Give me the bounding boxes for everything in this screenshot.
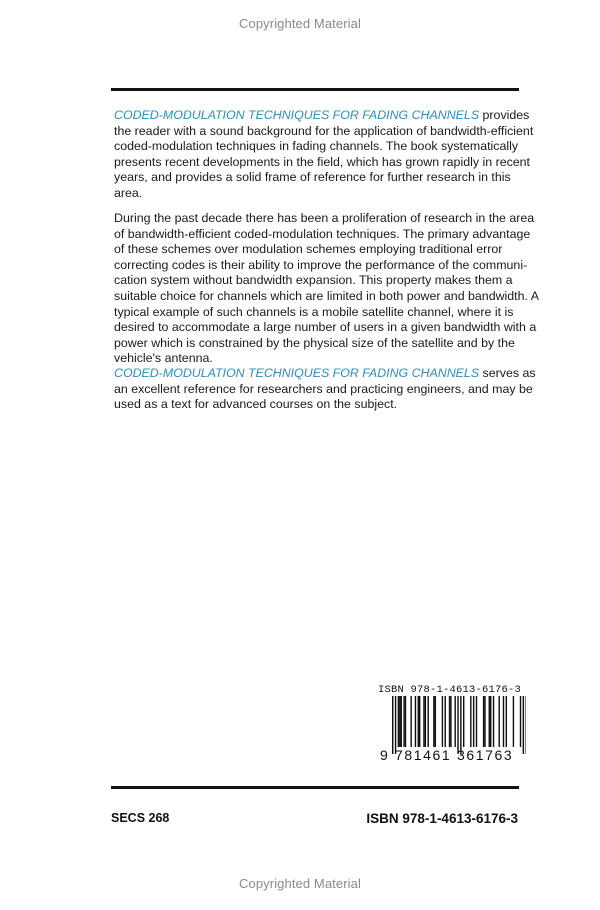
barcode-bar [454,696,455,747]
barcode-bar [493,696,494,747]
barcode-bar [450,696,451,747]
description-paragraph-3 [114,366,536,413]
barcode-bar [399,696,400,747]
paragraph-line: of these schemes over modulation schemes employing traditional error [114,242,503,257]
barcode-lead-digit: 9 [380,747,388,763]
barcode-guard-bar [457,696,458,754]
barcode-bar [506,696,507,747]
barcode-bar [442,696,443,747]
paragraph-line: area. [114,185,143,200]
description-paragraph-1 [114,108,534,202]
barcode-bar [473,696,474,747]
series-number: SECS 268 [111,811,170,825]
paragraph-line: coded-modulation techniques in fading channels. The book systematically [114,139,519,154]
barcode-bar [463,696,464,747]
paragraph-text: serves as [479,366,536,380]
footer-isbn: ISBN 978-1-4613-6176-3 [366,811,518,826]
description-paragraph-2 [114,211,539,367]
barcode-bar [433,696,434,747]
paragraph-line: years, and provides a solid frame of reference for further research in this [114,170,511,185]
barcode-bar [449,696,450,747]
barcode-left-digits: 781461 [395,747,452,763]
paragraph-line: desired to accommodate a large number of users in a given bandwidth with a [114,320,537,335]
top-divider-rule [111,88,519,91]
barcode-guard-bar [395,696,396,754]
paragraph-line: suitable choice for channels which are limited in both power and bandwidth. A [114,288,539,303]
barcode-bar [445,696,446,747]
barcode-bar [476,696,477,747]
paragraph-text: provides [479,108,530,122]
book-title-reference: CODED-MODULATION TECHNIQUES FOR FADING CHANNELS [114,108,480,122]
barcode-bar [398,696,399,747]
barcode-bar [401,696,402,747]
paragraph-line: presents recent developments in the field, which has grown rapidly in recent [114,154,530,169]
barcode-guard-bar [523,696,524,754]
barcode-bar [499,696,500,747]
barcode-bar [490,696,491,747]
barcode-bar [428,696,429,747]
paragraph-line: cation system without bandwidth expansion. This property makes them a [114,273,513,288]
barcode-guard-bar [392,696,393,754]
barcode-bar [423,696,424,747]
barcode-bar [418,696,419,747]
copyright-watermark-bottom: Copyrighted Material [239,876,361,891]
barcode-bar [503,696,504,747]
paragraph-line: an excellent reference for researchers and practicing engineers, and may be [114,381,533,396]
barcode-bar [425,696,426,747]
paragraph-line: vehicle's antenna. [114,351,213,366]
barcode-bar [410,696,411,747]
paragraph-line: correcting codes is their ability to improve the performance of the communi- [114,257,528,272]
barcode-bar [435,696,436,747]
paragraph-line: used as a text for advanced courses on the subject. [114,397,398,412]
barcode-bars [378,696,526,754]
barcode-bar [484,696,485,747]
book-title-reference: CODED-MODULATION TECHNIQUES FOR FADING CHANNELS [114,366,480,380]
copyright-watermark-top: Copyrighted Material [239,16,361,31]
barcode-bar [489,696,490,747]
paragraph-line: of bandwidth-efficient coded-modulation techniques. The primary advantage [114,226,531,241]
bottom-divider-rule [111,786,519,789]
barcode-bar [419,696,420,747]
barcode-bar [405,696,406,747]
paragraph-line [114,108,530,124]
paragraph-line [114,366,536,382]
barcode-bar [483,696,484,747]
paragraph-line: power which is constrained by the physical size of the satellite and by the [114,335,515,350]
barcode-guard-bar [525,696,526,754]
paragraph-line: the reader with a sound background for the application of bandwidth-efficient [114,123,534,138]
barcode-bar [520,696,521,747]
barcode-bar [415,696,416,747]
barcode-bar [403,696,404,747]
barcode-right-digits: 361763 [457,747,514,763]
barcode-isbn-label: ISBN 978-1-4613-6176-3 [378,684,522,696]
paragraph-line: typical example of such channels is a mobile satellite channel, where it is [114,304,514,319]
barcode-bar [513,696,514,747]
paragraph-line: During the past decade there has been a proliferation of research in the area [114,211,535,225]
barcode-guard-bar [460,696,461,754]
barcode-bar [470,696,471,747]
isbn-barcode [378,684,526,770]
